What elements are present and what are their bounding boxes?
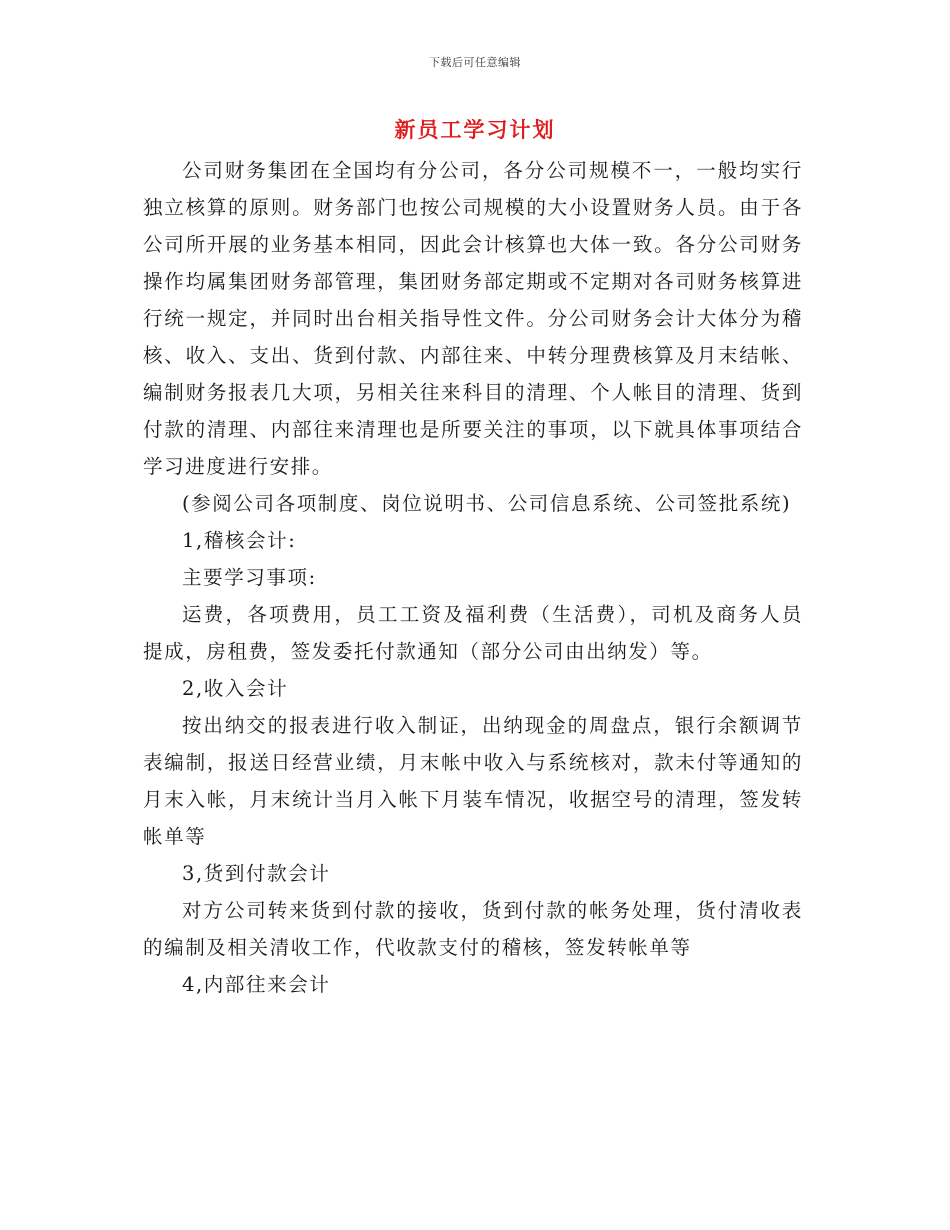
- document-body: [143, 152, 803, 1003]
- subheading-main-items: 主要学习事项:: [182, 566, 317, 589]
- header-note: 下载后可任意编辑: [429, 56, 521, 69]
- document-title: 新员工学习计划: [394, 117, 556, 142]
- section-heading-audit: 1,稽核会计:: [182, 529, 297, 552]
- section-heading-cod: 3,货到付款会计: [182, 862, 331, 885]
- paragraph-intro: 公司财务集团在全国均有分公司，各分公司规模不一，一般均实行独立核算的原则。财务部门也按公司规模的大小设置财务人员。由于各公司所开展的业务基本相同，因此会计核算也大体一致。各分公司财务操作均属集团财务部管理，集团财务部定期或不定期对各司财务核算进行统一规定，并同时出台相关指导性文件。分公司财务会计大体分为稽核、收入、支出、货到付款、内部往来、中转分理费核算及月末结帐、编制财务报表几大项，另相关往来科目的清理、个人帐目的清理、货到付款的清理、内部往来清理也是所要关注的事项，以下就具体事项结合学习进度进行安排。: [143, 159, 803, 478]
- paragraph-cod-items: 对方公司转来货到付款的接收，货到付款的帐务处理，货付清收表的编制及相关清收工作，代收款支付的稽核，签发转帐单等: [143, 899, 803, 959]
- section-heading-internal: 4,内部往来会计: [182, 973, 331, 996]
- paragraph-reference-note: (参阅公司各项制度、岗位说明书、公司信息系统、公司签批系统): [182, 492, 792, 515]
- section-heading-income: 2,收入会计: [182, 677, 289, 700]
- paragraph-income-items: 按出纳交的报表进行收入制证，出纳现金的周盘点，银行余额调节表编制，报送日经营业绩，月末帐中收入与系统核对，款未付等通知的月末入帐，月末统计当月入帐下月装车情况，收据空号的清理，签发转帐单等: [143, 714, 803, 848]
- paragraph-audit-items: 运费，各项费用，员工工资及福利费（生活费），司机及商务人员提成，房租费，签发委托付款通知（部分公司由出纳发）等。: [143, 603, 803, 663]
